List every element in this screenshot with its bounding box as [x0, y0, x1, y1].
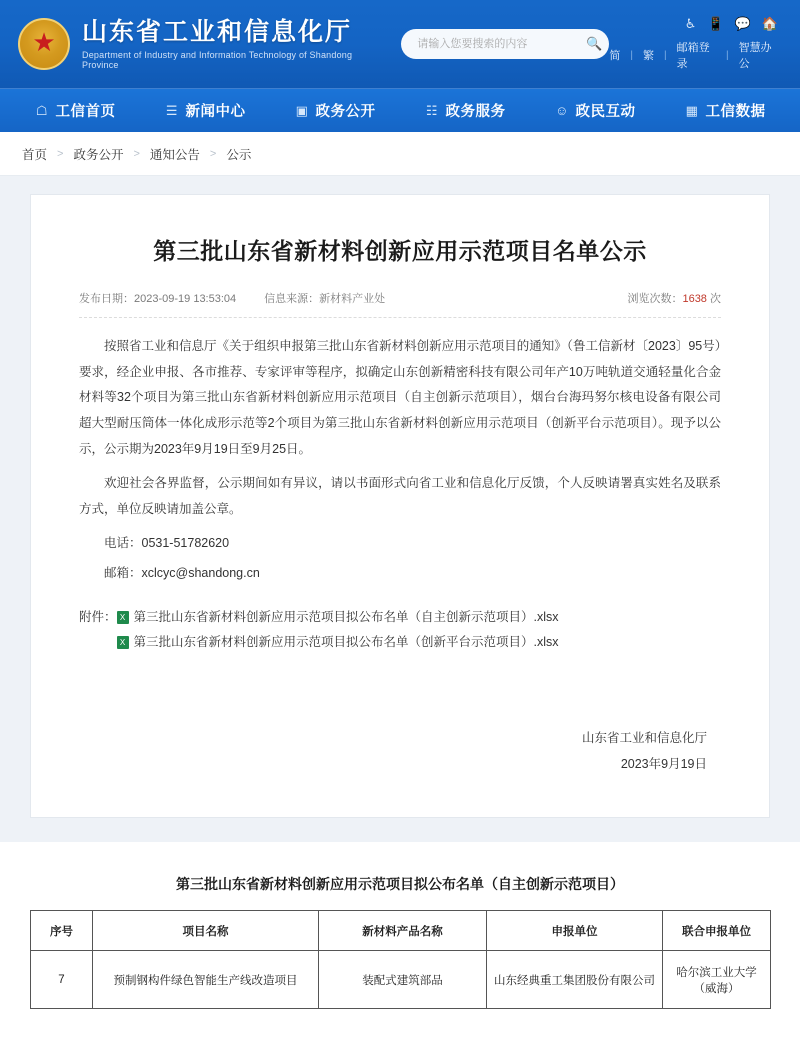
header-links: [609, 39, 778, 71]
main-nav: [0, 88, 800, 132]
nav-item-gov-service[interactable]: [425, 100, 506, 121]
article-meta: [79, 290, 721, 318]
cell-project-name: 预制钢构件绿色智能生产线改造项目: [93, 951, 319, 1009]
table-header-cell: 项目名称: [93, 911, 319, 951]
contact-email: 邮箱：xclcyc@shandong.cn: [104, 566, 260, 580]
breadcrumb-item-open-gov[interactable]: 政务公开: [73, 147, 124, 162]
source-group: [264, 290, 385, 306]
views-group: [627, 290, 721, 306]
nav-item-news[interactable]: [165, 100, 246, 121]
article-card: [30, 194, 770, 818]
signoff-organization: 山东省工业和信息化厅: [581, 730, 707, 745]
views-unit: 次: [710, 293, 721, 305]
article-paragraph: 按照省工业和信息厅《关于组织申报第三批山东省新材料创新应用示范项目的通知》（鲁工信新材〔2023〕95号）要求，经企业申报、各市推荐、专家评审等程序，拟确定山东创新精密科技有限公司年产10万吨轨道交通轻量化合金材料等32个项目为第三批山东省新材料创新应用示范项目（自主创新示范项目），烟台台海玛努尔核电设备有限公司超大型耐压筒体一体化成形示范等2个项目为第三批山东省新材料创新应用示范项目（创新平台示范项目）。现予以公示，公示期为2023年9月19日至9月25日。: [79, 339, 721, 456]
page-title: 第三批山东省新材料创新应用示范项目名单公示: [153, 238, 647, 264]
national-emblem-icon: ★: [18, 18, 70, 70]
mobile-icon[interactable]: 📱: [707, 16, 724, 31]
attachment-label: 附件：: [79, 609, 117, 624]
chevron-right-icon: >: [57, 147, 64, 160]
xlsx-file-icon: [117, 611, 129, 624]
source-label: 信息来源：: [264, 293, 320, 305]
nav-item-label: 工信首页: [55, 104, 116, 120]
contact-phone: 电话：0531-51782620: [104, 536, 230, 551]
publish-date-group: [79, 290, 236, 306]
attachment-section: [79, 605, 721, 655]
table-header-cell: 序号: [31, 911, 93, 951]
attachment-link[interactable]: 第三批山东省新材料创新应用示范项目拟公布名单（创新平台示范项目）.xlsx: [133, 634, 559, 649]
views-count: 1638: [682, 293, 707, 305]
home-icon: ☖: [35, 103, 49, 118]
breadcrumb-item-home[interactable]: 首页: [22, 147, 48, 162]
table-header-row: [31, 911, 771, 951]
content-wrapper: [0, 176, 800, 842]
interaction-icon: ☺: [555, 103, 569, 118]
lang-simplified-link[interactable]: 简: [609, 50, 621, 62]
attachment-link[interactable]: 第三批山东省新材料创新应用示范项目拟公布名单（自主创新示范项目）.xlsx: [133, 609, 559, 624]
cell-applicant: 山东经典重工集团股份有限公司: [487, 951, 663, 1009]
data-icon: ▦: [685, 103, 699, 118]
lang-traditional-link[interactable]: 繁: [643, 50, 655, 62]
header-icon-group: [685, 17, 778, 30]
source-value: 新材料产业处: [319, 293, 386, 305]
open-gov-icon: ▣: [295, 103, 309, 118]
link-separator: |: [664, 49, 667, 61]
cell-joint-applicant: 哈尔滨工业大学（威海）: [663, 951, 771, 1009]
article-paragraph: 欢迎社会各界监督，公示期间如有异议，请以书面形式向省工业和信息化厅反馈，个人反映请署真实姓名及联系方式，单位反映请加盖公章。: [79, 476, 721, 516]
publish-date-value: 2023-09-19 13:53:04: [134, 293, 237, 305]
accessibility-icon[interactable]: ♿: [684, 16, 697, 31]
service-icon: ☷: [425, 103, 439, 118]
nav-item-interaction[interactable]: [555, 100, 636, 121]
header-right: [609, 17, 782, 71]
smart-office-link[interactable]: 智慧办公: [738, 42, 772, 70]
project-list-table: [30, 910, 771, 1009]
wechat-icon[interactable]: 💬: [734, 16, 751, 31]
table-header-cell: 申报单位: [487, 911, 663, 951]
site-brand: [82, 18, 375, 70]
breadcrumb-item-notice[interactable]: 通知公告: [149, 147, 200, 162]
home-icon[interactable]: 🏠: [761, 16, 778, 31]
table-section: [0, 842, 800, 1039]
nav-item-label: 政民互动: [575, 104, 636, 120]
signoff-date: 2023年9月19日: [620, 756, 707, 771]
cell-index: 7: [31, 951, 93, 1009]
signoff: [79, 725, 721, 778]
nav-item-label: 政务公开: [315, 104, 376, 120]
nav-item-open-gov[interactable]: [295, 100, 376, 121]
views-label: 浏览次数：: [627, 293, 683, 305]
breadcrumb-item-publicity[interactable]: 公示: [226, 147, 252, 162]
link-separator: |: [630, 49, 634, 61]
attachment-item[interactable]: [117, 605, 559, 630]
news-icon: ☰: [165, 103, 179, 118]
table-header-cell: 联合申报单位: [663, 911, 771, 951]
nav-item-label: 新闻中心: [185, 104, 246, 120]
search-box[interactable]: [401, 29, 609, 59]
link-separator: |: [726, 49, 729, 61]
nav-item-home[interactable]: [35, 100, 116, 121]
search-icon[interactable]: 🔍: [586, 36, 603, 51]
nav-item-label: 政务服务: [445, 104, 506, 120]
chevron-right-icon: >: [209, 147, 217, 160]
xlsx-file-icon: [117, 636, 129, 649]
table-header-cell: 新材料产品名称: [319, 911, 487, 951]
publish-date-label: 发布日期：: [79, 293, 134, 305]
mail-login-link[interactable]: 邮箱登录: [676, 42, 710, 70]
site-name-cn: 山东省工业和信息化厅: [82, 18, 353, 47]
article-body: [79, 318, 721, 777]
search-input[interactable]: [415, 37, 585, 51]
nav-item-data[interactable]: [685, 100, 766, 121]
cell-product-name: 装配式建筑部品: [319, 951, 487, 1009]
chevron-right-icon: >: [133, 147, 140, 160]
site-header: [0, 0, 800, 88]
table-title: 第三批山东省新材料创新应用示范项目拟公布名单（自主创新示范项目）: [176, 876, 624, 893]
breadcrumb: [0, 132, 800, 176]
site-name-en: Department of Industry and Information Technology of Shandong Province: [82, 49, 353, 70]
nav-item-label: 工信数据: [705, 104, 766, 120]
attachment-item[interactable]: [117, 630, 559, 655]
table-row: [31, 951, 771, 1009]
